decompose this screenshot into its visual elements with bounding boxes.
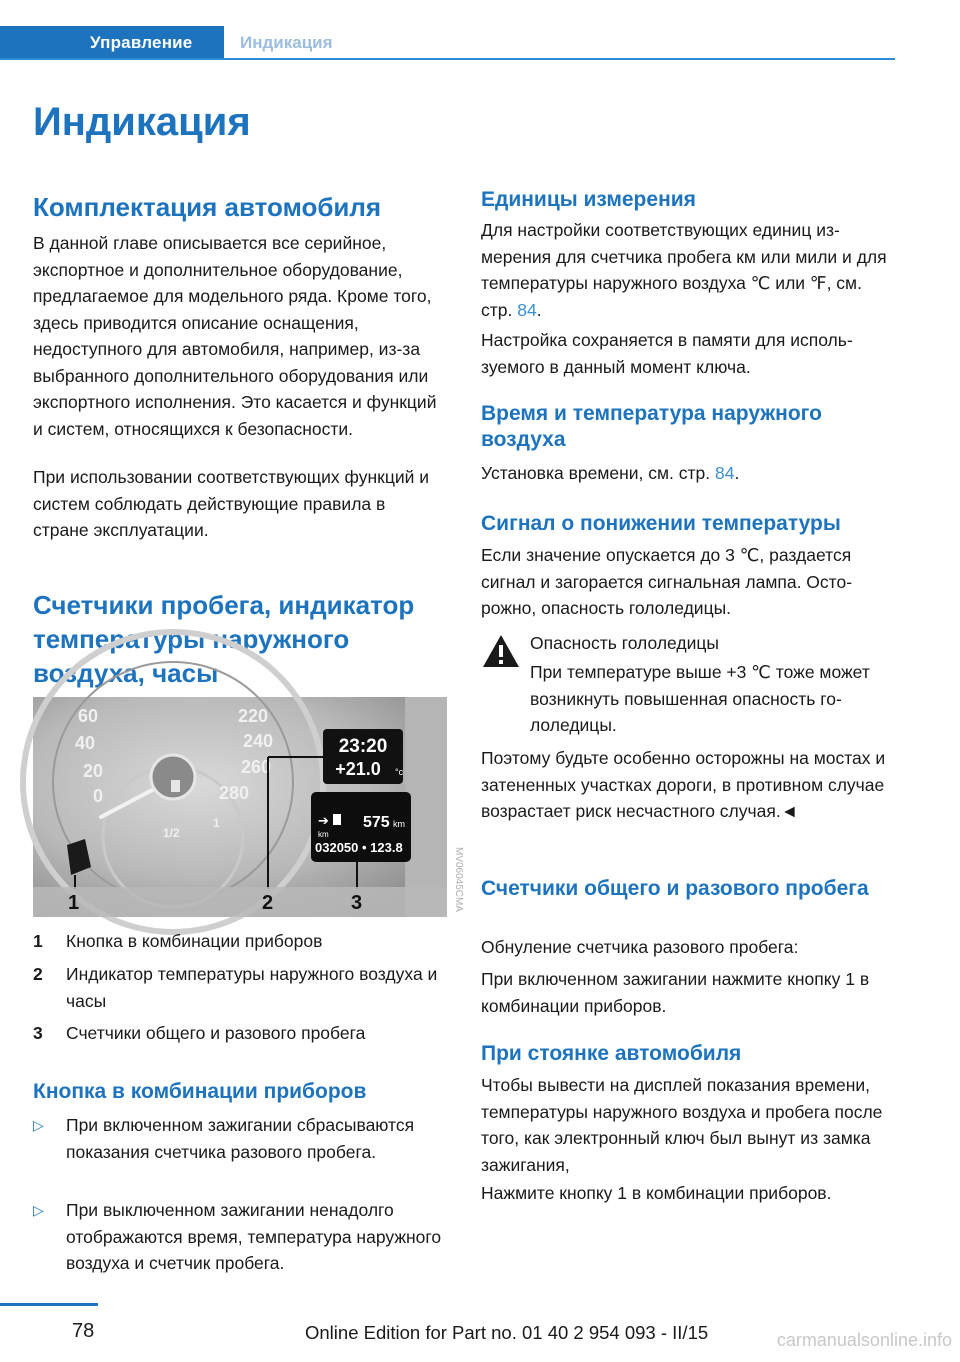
units-text-end: . xyxy=(536,299,542,320)
paragraph-trip-2: При включенном зажигании нажмите кнопку 1 в комбинации приборов. xyxy=(481,969,870,1016)
bullet-item xyxy=(33,1112,445,1192)
warning-title: Опасность гололедицы xyxy=(530,633,719,653)
watermark: carmanualsonline.info xyxy=(776,1330,952,1350)
footer-edition: Online Edition for Part no. 01 40 2 954 093 - II/15 xyxy=(305,1322,709,1343)
legend-text: Кнопка в комбинации приборов xyxy=(66,931,323,951)
header-subsection-tab[interactable]: Индикация xyxy=(240,33,333,52)
gauge-label: 0 xyxy=(93,786,104,806)
legend-item xyxy=(33,1020,445,1047)
page-title: Индикация xyxy=(33,100,251,144)
heading-trip: Счетчики общего и разового пробега xyxy=(481,877,869,900)
paragraph-parked-2: Нажмите кнопку 1 в комбинации приборов. xyxy=(481,1183,832,1203)
temperature-display: +21.0 xyxy=(335,759,381,779)
header-section-tab[interactable]: Управление xyxy=(0,26,224,60)
paragraph-lowtemp: Если значение опускается до 3 ℃, раздается сигнал и загорается сигнальная лампа. Осторожно, опасность гололедицы. xyxy=(481,545,853,618)
legend-number: 1 xyxy=(33,931,43,951)
gauge-label: 240 xyxy=(243,731,274,751)
figure-code: MV06045CMA xyxy=(453,847,464,913)
bullet-item xyxy=(33,1197,445,1277)
gauge-label: 60 xyxy=(78,706,99,726)
heading-units: Единицы измерения xyxy=(481,188,696,211)
legend-text: Счетчики общего и разового пробега xyxy=(66,1023,366,1043)
fuel-gauge-icon xyxy=(333,814,341,825)
bullet-text: При выключенном зажигании ненадолго отображаются время, температура наружного воздуха и счетчик пробега. xyxy=(66,1200,442,1273)
paragraph-units-2: Настройка сохраняется в памяти для используемого в данный момент ключа. xyxy=(481,330,853,377)
gauge-label: 280 xyxy=(219,783,250,803)
gauge-label: 260 xyxy=(241,757,272,777)
odometer-display: 032050 • 123.8 xyxy=(315,840,403,855)
legend-text: Индикатор температуры наружного воздуха и часы xyxy=(66,964,438,1011)
gauge-label: 40 xyxy=(75,733,96,753)
triangle-bullet-icon: ▷ xyxy=(33,1117,44,1133)
warning-triangle-icon xyxy=(481,633,521,669)
callout-3: 3 xyxy=(351,892,363,914)
paragraph-equipment-2: При использовании соответствующих функций и систем соблюдать действующие правила в стране эксплуатации. xyxy=(33,467,430,540)
clock-display: 23:20 xyxy=(338,736,388,757)
units-text: Для настройки соответствующих единиц измерения для счетчика пробега км или мили и для температуры наружного воздуха ℃ или ℉, см. стр. xyxy=(481,220,887,320)
range-unit: km xyxy=(393,819,405,829)
warning-text-2: Поэтому будьте особенно осторожны на мостах и затененных участках дороги, в противном случае возрастает риск несчастного случая.◄ xyxy=(481,748,886,821)
heading-equipment: Комплектация автомобиля xyxy=(33,192,382,222)
temperature-unit: °c xyxy=(395,767,404,777)
legend-item xyxy=(33,928,445,955)
range-arrow-icon: ➔ xyxy=(318,813,329,828)
gauge-label: 1 xyxy=(213,816,220,830)
range-display: 575 xyxy=(363,814,390,831)
km-label: km xyxy=(318,830,329,839)
page-number: 78 xyxy=(72,1320,95,1342)
header-rule xyxy=(0,58,895,60)
legend-item xyxy=(33,961,445,1015)
fuel-pump-icon xyxy=(171,780,180,792)
paragraph-time xyxy=(481,460,896,487)
heading-lowtemp: Сигнал о понижении температуры xyxy=(481,512,841,535)
heading-button: Кнопка в комбинации приборов xyxy=(33,1080,367,1103)
gauge-label: 1/2 xyxy=(163,826,180,840)
legend-number: 2 xyxy=(33,964,43,984)
legend-number: 3 xyxy=(33,1023,43,1043)
callout-2: 2 xyxy=(262,892,274,914)
paragraph-units-1 xyxy=(481,217,896,323)
page-link-84[interactable]: 84 xyxy=(715,463,735,483)
heading-odometer: Счетчики пробега, индикатор температуры наружного воздуха, часы xyxy=(33,590,415,688)
bullet-text: При включенном зажигании сбрасываются показания счетчика разового пробега. xyxy=(66,1115,415,1162)
warning-text: При температуре выше +3 ℃ тоже может возникнуть повышенная опасность гололедицы. xyxy=(530,662,870,735)
time-text-end: . xyxy=(734,463,740,483)
heading-time: Время и температура наружного воздуха xyxy=(481,402,822,451)
heading-parked: При стоянке автомобиля xyxy=(481,1042,742,1065)
gauge-label: 20 xyxy=(83,761,104,781)
time-text: Установка времени, см. стр. xyxy=(481,463,711,483)
paragraph-parked-1: Чтобы вывести на дисплей показания времени, температуры наружного воздуха и пробега после того, как электронный ключ был вынут из замка зажигания, xyxy=(481,1075,883,1175)
instrument-cluster-figure xyxy=(33,697,464,917)
triangle-bullet-icon: ▷ xyxy=(33,1202,44,1218)
page-link-84[interactable]: 84 xyxy=(517,299,537,320)
gauge-label: 220 xyxy=(238,706,269,726)
callout-1: 1 xyxy=(68,892,80,914)
footer-rule xyxy=(0,1303,98,1306)
paragraph-equipment-1: В данной главе описывается все серийное, экспортное и дополнительное оборудование, предлагаемое для модельного ряда. Кроме того, здесь приводится описание оснащения, недоступного для автомобиля, например, из-за выбранного дополнительного оборудования или экспортного исполнения. Это касается и функций и систем, относящихся к безопасности. xyxy=(33,233,437,439)
paragraph-trip-1: Обнуление счетчика разового пробега: xyxy=(481,937,799,957)
